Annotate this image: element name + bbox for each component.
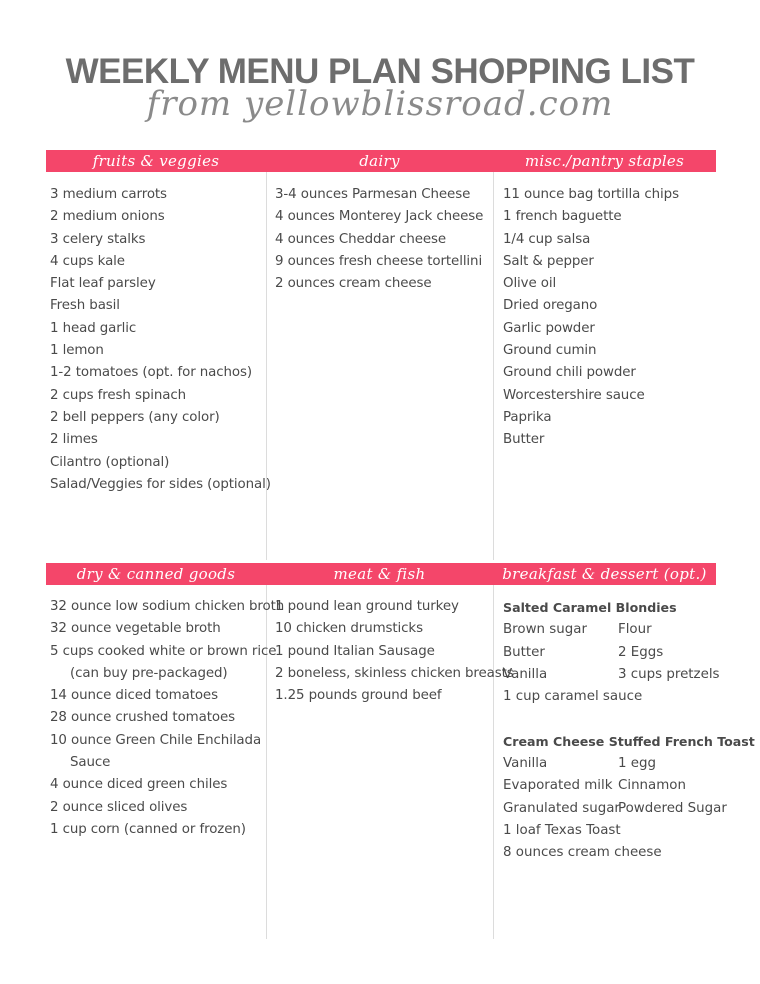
- list-item: Salt & pepper: [503, 253, 594, 269]
- list-item: 4 ounces Monterey Jack cheese: [275, 209, 484, 225]
- section-title-canned: dry & canned goods: [76, 565, 236, 583]
- list-item: 1 cup corn (canned or frozen): [50, 821, 246, 837]
- list-item: Granulated sugar: [503, 800, 620, 816]
- list-item: 2 Eggs: [618, 644, 664, 660]
- list-item: Powdered Sugar: [618, 800, 727, 816]
- section-header-band-bottom: [46, 563, 716, 585]
- pantry-list: [503, 184, 679, 452]
- list-item: Ground cumin: [503, 343, 597, 359]
- list-item: 1/4 cup salsa: [503, 231, 591, 247]
- list-item: 4 ounces Cheddar cheese: [275, 231, 447, 247]
- list-item: 2 medium onions: [50, 209, 165, 225]
- list-item: 4 ounce diced green chiles: [50, 777, 228, 793]
- list-item: Vanilla: [503, 666, 548, 682]
- list-item: Flour: [618, 622, 652, 638]
- page-title: WEEKLY MENU PLAN SHOPPING LIST: [65, 52, 695, 91]
- list-item: 11 ounce bag tortilla chips: [503, 187, 679, 202]
- list-item: 4 cups kale: [50, 253, 125, 269]
- list-item: 1 cup caramel sauce: [503, 689, 643, 705]
- list-item: 1 lemon: [50, 343, 104, 359]
- list-item: 1 french baguette: [503, 209, 622, 225]
- list-item: 8 ounces cream cheese: [503, 845, 662, 861]
- list-item: 1-2 tomatoes (opt. for nachos): [50, 365, 253, 381]
- spacer: [503, 708, 733, 730]
- list-item: Fresh basil: [50, 298, 120, 314]
- recipe-title-french-toast: Cream Cheese Stuffed French Toast: [503, 733, 755, 749]
- canned-list: [50, 596, 284, 841]
- list-item: Ground chili powder: [503, 365, 636, 381]
- list-item: Dried oregano: [503, 298, 598, 314]
- section-title-fruits: fruits & veggies: [92, 152, 220, 170]
- list-item: 3 cups pretzels: [618, 666, 720, 682]
- list-item: Cinnamon: [618, 778, 686, 794]
- column-divider: [493, 172, 494, 560]
- section-header-band-top: [46, 150, 716, 172]
- recipe-title-blondies: Salted Caramel Blondies: [503, 600, 677, 615]
- list-item-continuation: Sauce: [70, 755, 111, 771]
- list-item: 3 medium carrots: [50, 187, 167, 202]
- ingredient-row: [503, 775, 733, 797]
- list-item: Paprika: [503, 409, 552, 425]
- ingredient-row: [503, 664, 733, 686]
- list-item: 2 bell peppers (any color): [50, 409, 220, 425]
- section-title-pantry: misc./pantry staples: [524, 152, 685, 170]
- list-item: 9 ounces fresh cheese tortellini: [275, 253, 483, 269]
- list-item: 3-4 ounces Parmesan Cheese: [275, 187, 471, 202]
- list-item: 10 chicken drumsticks: [275, 621, 423, 637]
- list-item: 1 pound Italian Sausage: [275, 643, 435, 659]
- list-item: Butter: [503, 432, 545, 448]
- list-item: 10 ounce Green Chile Enchilada: [50, 732, 262, 748]
- list-item: Cilantro (optional): [50, 454, 170, 470]
- list-item: 28 ounce crushed tomatoes: [50, 710, 235, 726]
- list-item: Butter: [503, 644, 545, 660]
- list-item: 2 cups fresh spinach: [50, 387, 186, 403]
- dairy-list: [275, 184, 483, 295]
- ingredient-row: [503, 798, 733, 820]
- list-item: 1.25 pounds ground beef: [275, 688, 442, 704]
- list-item: Flat leaf parsley: [50, 276, 156, 292]
- page-subtitle: from yellowblissroad.com: [146, 84, 614, 124]
- ingredient-row: [503, 642, 733, 664]
- list-item: Vanilla: [503, 756, 548, 772]
- list-item: Garlic powder: [503, 320, 595, 336]
- list-item: 1 head garlic: [50, 320, 137, 336]
- list-item: 32 ounce vegetable broth: [50, 621, 221, 637]
- list-item: 3 celery stalks: [50, 231, 146, 247]
- list-item: 14 ounce diced tomatoes: [50, 688, 218, 704]
- list-item: 2 limes: [50, 432, 98, 448]
- list-item: 1 pound lean ground turkey: [275, 599, 459, 614]
- section-title-dairy: dairy: [359, 152, 400, 170]
- breakfast-section: [503, 597, 755, 865]
- list-item: 2 ounces cream cheese: [275, 276, 432, 292]
- ingredient-row: [503, 619, 733, 641]
- list-item: Brown sugar: [503, 622, 587, 638]
- ingredient-row: [503, 753, 733, 775]
- list-item: Evaporated milk: [503, 778, 613, 794]
- section-title-meat: meat & fish: [333, 565, 426, 583]
- list-item: 32 ounce low sodium chicken broth: [50, 599, 285, 614]
- list-item-continuation: (can buy pre-packaged): [70, 665, 228, 681]
- list-item: 2 boneless, skinless chicken breasts: [275, 665, 514, 681]
- meat-list: [275, 596, 514, 707]
- list-item: 2 ounce sliced olives: [50, 799, 188, 815]
- list-item: Salad/Veggies for sides (optional): [50, 476, 271, 492]
- list-item: 1 loaf Texas Toast: [503, 822, 621, 838]
- list-item: 5 cups cooked white or brown rice: [50, 643, 277, 659]
- section-title-breakfast: breakfast & dessert (opt.): [502, 565, 707, 583]
- fruits-list: [50, 184, 271, 496]
- list-item: Olive oil: [503, 276, 557, 292]
- list-item: Worcestershire sauce: [503, 387, 645, 403]
- list-item: 1 egg: [618, 756, 657, 772]
